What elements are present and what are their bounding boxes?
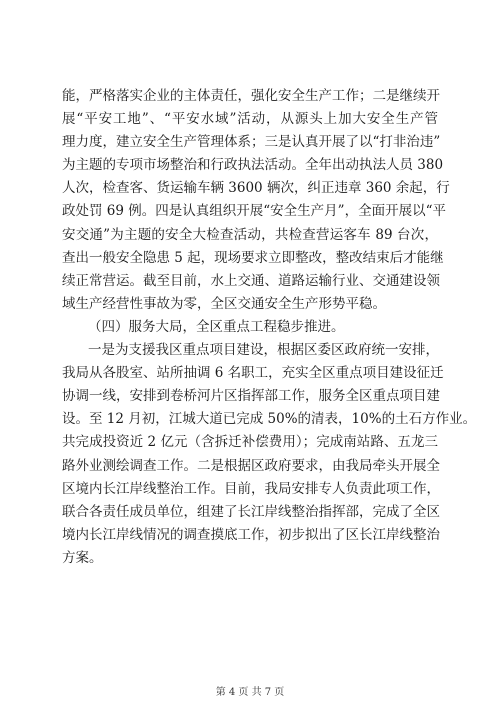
text-line: 设。至 12 月初，江城大道已完成 50%的清表，10%的土石方作业。 — [62, 411, 477, 428]
text-line: 路外业测绘调查工作。二是根据区政府要求，由我局牵头开展全 — [62, 457, 440, 474]
text-line: 联合各责任成员单位，组建了长江岸线整治指挥部，完成了全区 — [62, 503, 440, 520]
text-line: 域生产经营性事故为零，全区交通安全生产形势平稳。 — [62, 295, 386, 312]
text-line: 共完成投资近 2 亿元（含拆迁补偿费用）；完成南站路、五龙三 — [62, 434, 438, 451]
text-line: 理力度，建立安全生产管理体系；三是认真开展了以“打非治违” — [62, 134, 441, 151]
body-text — [62, 85, 477, 570]
text-line: 查出一般安全隐患 5 起，现场要求立即整改，整改结束后才能继 — [62, 249, 444, 266]
text-line: 境内长江岸线情况的调查摸底工作，初步拟出了区长江岸线整治 — [62, 526, 440, 543]
text-line: 区境内长江岸线整治工作。目前，我局安排专人负责此项工作， — [62, 480, 440, 497]
text-line: 续正常营运。截至目前，水上交通、道路运输行业、交通建设领 — [62, 272, 440, 289]
text-line: 我局从各股室、站所抽调 6 名职工，充实全区重点项目建设征迁 — [62, 365, 444, 382]
text-line: 方案。 — [62, 549, 103, 566]
text-line: 为主题的专项市场整治和行政执法活动。全年出动执法人员 380 — [62, 157, 444, 174]
text-line: 政处罚 69 例。四是认真组织开展“安全生产月”，全面开展以“平 — [62, 203, 446, 220]
text-line: 一是为支援我区重点项目建设，根据区委区政府统一安排， — [88, 342, 439, 359]
text-line: 安交通”为主题的安全大检查活动，共检查营运客车 89 台次， — [62, 226, 438, 243]
text-line: 能，严格落实企业的主体责任，强化安全生产工作；二是继续开 — [62, 88, 440, 104]
page-footer: 第 4 页 共 7 页 — [215, 687, 285, 698]
text-line: 协调一线，安排到卷桥河片区指挥部工作，服务全区重点项目建 — [62, 388, 440, 405]
text-line: 人次，检查客、货运输车辆 3600 辆次，纠正违章 360 余起，行 — [62, 180, 450, 197]
section-heading: （四）服务大局，全区重点工程稳步推进。 — [88, 318, 345, 335]
text-line: 展“平安工地”、“平安水域”活动，从源头上加大安全生产管 — [62, 111, 438, 128]
